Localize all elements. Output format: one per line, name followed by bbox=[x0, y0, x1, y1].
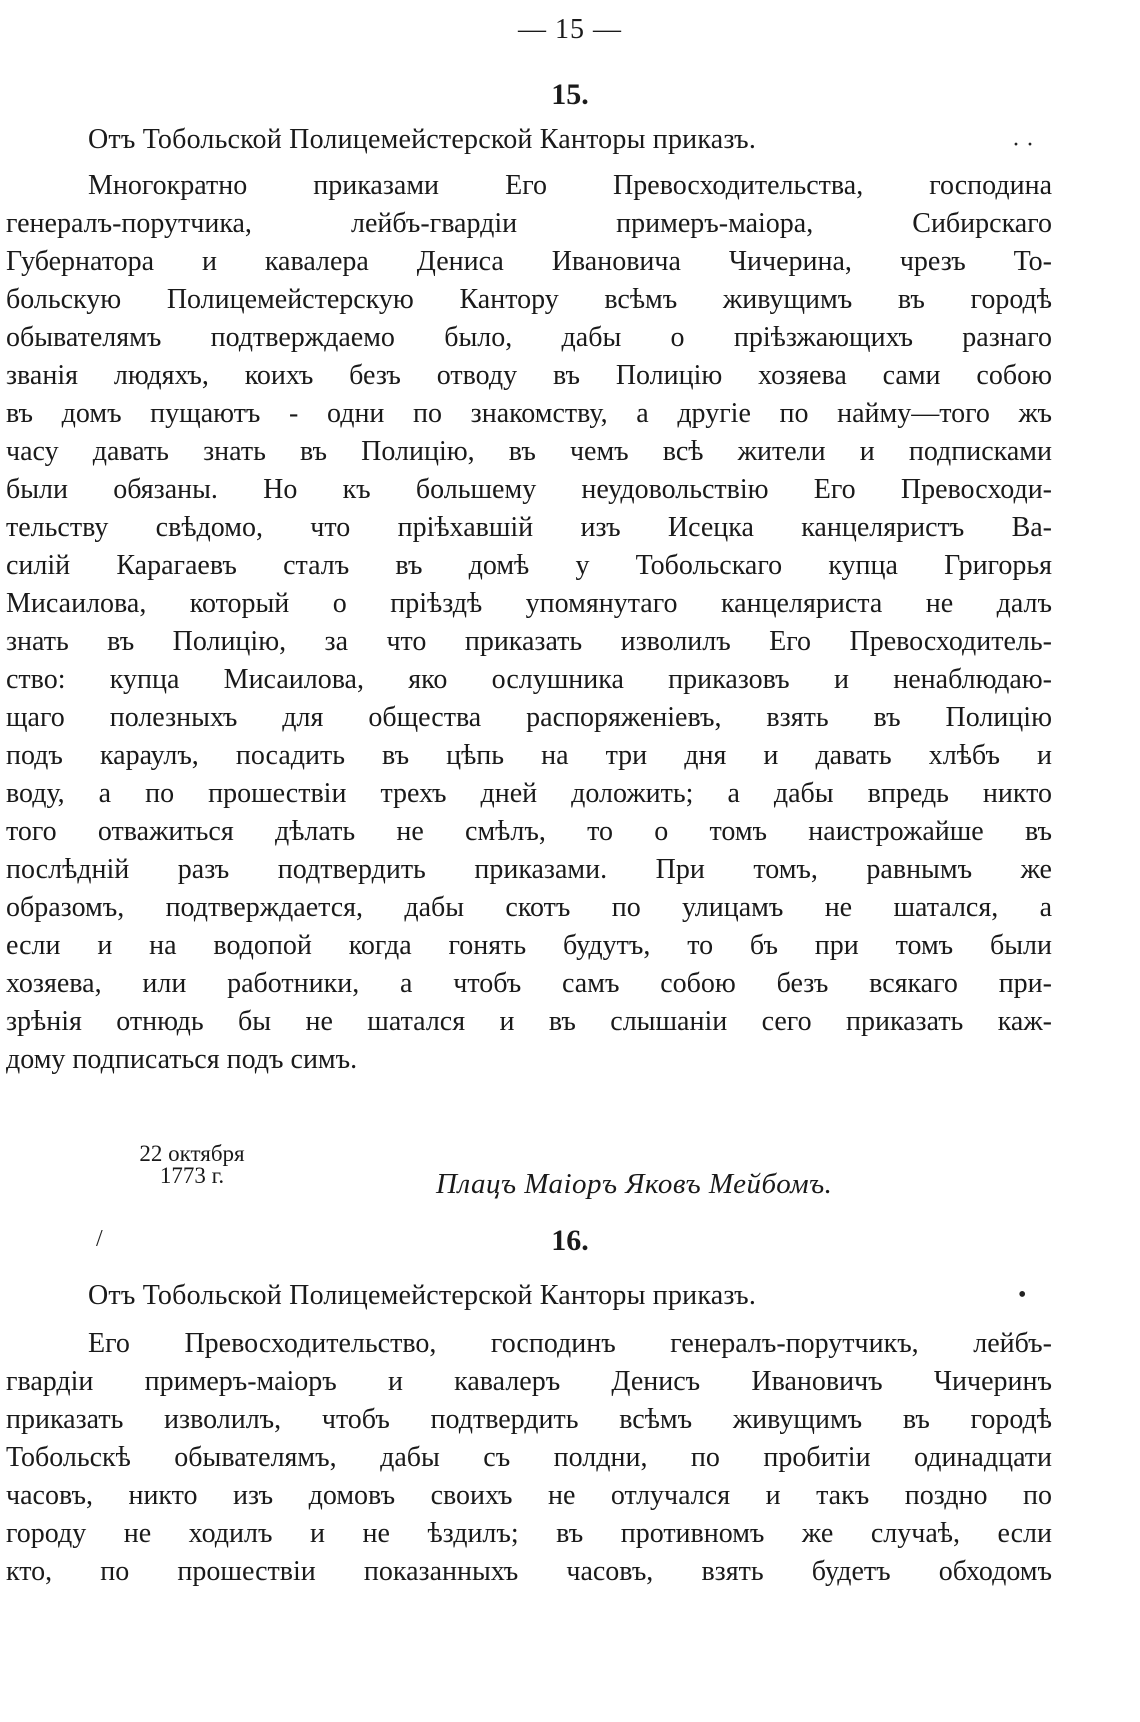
text-line: тельству свѣдомо, что пріѣхавшій изъ Исецка канцеляристъ Ва- bbox=[6, 512, 1052, 543]
stray-marks: · · bbox=[1012, 132, 1034, 158]
text-line: гвардіи примеръ-маіоръ и кавалеръ Денисъ Ивановичъ Чичеринъ bbox=[6, 1366, 1052, 1397]
text-line: Его Превосходительство, господинъ генералъ-порутчикъ, лейбъ- bbox=[88, 1328, 1052, 1359]
text-line: городу не ходилъ и не ѣздилъ; въ противномъ же случаѣ, если bbox=[6, 1518, 1052, 1549]
text-line: воду, а по прошествіи трехъ дней доложить; а дабы впредь никто bbox=[6, 778, 1052, 809]
text-line: зрѣнія отнюдь бы не шатался и въ слышаніи сего приказать каж- bbox=[6, 1006, 1052, 1037]
text-line: подъ караулъ, посадить въ цѣпь на три дня и давать хлѣбъ и bbox=[6, 740, 1052, 771]
document-number-16: 16. bbox=[551, 1224, 589, 1257]
text-line: генералъ-порутчика, лейбъ-гвардіи примеръ-маіора, Сибирскаго bbox=[6, 208, 1052, 239]
text-line: Многократно приказами Его Превосходительства, господина bbox=[88, 170, 1052, 201]
text-line: въ домъ пущаютъ - одни по знакомству, а другіе по найму—того жъ bbox=[6, 398, 1052, 429]
text-line: Тобольскѣ обывателямъ, дабы съ полдни, по пробитіи одинадцати bbox=[6, 1442, 1052, 1473]
text-line: послѣдній разъ подтвердить приказами. При томъ, равнымъ же bbox=[6, 854, 1052, 885]
text-line: часовъ, никто изъ домовъ своихъ не отлучался и такъ поздно по bbox=[6, 1480, 1052, 1511]
document-number-15: 15. bbox=[551, 78, 589, 111]
date-day-month: 22 октября bbox=[139, 1141, 245, 1166]
document-15-date bbox=[112, 1143, 272, 1187]
text-line: были обязаны. Но къ большему неудовольствію Его Превосходи- bbox=[6, 474, 1052, 505]
text-line: кто, по прошествіи показанныхъ часовъ, взять будетъ обходомъ bbox=[6, 1556, 1052, 1587]
document-15-signature: Плацъ Маіоръ Яковъ Мейбомъ. bbox=[436, 1168, 833, 1200]
page-number-header: — 15 — bbox=[518, 14, 622, 45]
text-line: Мисаилова, который о пріѣздѣ упомянутаго канцеляриста не далъ bbox=[6, 588, 1052, 619]
text-line: образомъ, подтверждается, дабы скотъ по улицамъ не шатался, а bbox=[6, 892, 1052, 923]
text-line: щаго полезныхъ для общества распоряженіевъ, взять въ Полицію bbox=[6, 702, 1052, 733]
stray-bullet-mark: • bbox=[1018, 1282, 1027, 1308]
text-line: силій Карагаевъ сталъ въ домѣ у Тобольскаго купца Григорья bbox=[6, 550, 1052, 581]
text-line: хозяева, или работники, а чтобъ самъ собою безъ всякаго при- bbox=[6, 968, 1052, 999]
text-line: обывателямъ подтверждаемо было, дабы о пріѣзжающихъ разнаго bbox=[6, 322, 1052, 353]
text-line: дому подписаться подъ симъ. bbox=[6, 1044, 358, 1075]
text-line: ство: купца Мисаилова, яко ослушника приказовъ и ненаблюдаю- bbox=[6, 664, 1052, 695]
text-line: знать въ Полицію, за что приказать изволилъ Его Превосходитель- bbox=[6, 626, 1052, 657]
text-line: званія людяхъ, коихъ безъ отводу въ Полицію хозяева сами собою bbox=[6, 360, 1052, 391]
text-line: если и на водопой когда гонять будутъ, то бъ при томъ были bbox=[6, 930, 1052, 961]
document-16-heading: Отъ Тобольской Полицемейстерской Канторы приказъ. bbox=[88, 1280, 757, 1311]
text-line: часу давать знать въ Полицію, въ чемъ всѣ жители и подписками bbox=[6, 436, 1052, 467]
text-line: Губернатора и кавалера Дениса Ивановича Чичерина, чрезъ То- bbox=[6, 246, 1052, 277]
document-15-heading: Отъ Тобольской Полицемейстерской Канторы приказъ. bbox=[88, 124, 757, 155]
stray-tick-mark: / bbox=[96, 1226, 103, 1252]
text-line: больскую Полицемейстерскую Кантору всѣмъ живущимъ въ городѣ bbox=[6, 284, 1052, 315]
text-line: того отважиться дѣлать не смѣлъ, то о томъ наистрожайше въ bbox=[6, 816, 1052, 847]
date-year: 1773 г. bbox=[159, 1163, 225, 1188]
text-line: приказать изволилъ, чтобъ подтвердить всѣмъ живущимъ въ городѣ bbox=[6, 1404, 1052, 1435]
